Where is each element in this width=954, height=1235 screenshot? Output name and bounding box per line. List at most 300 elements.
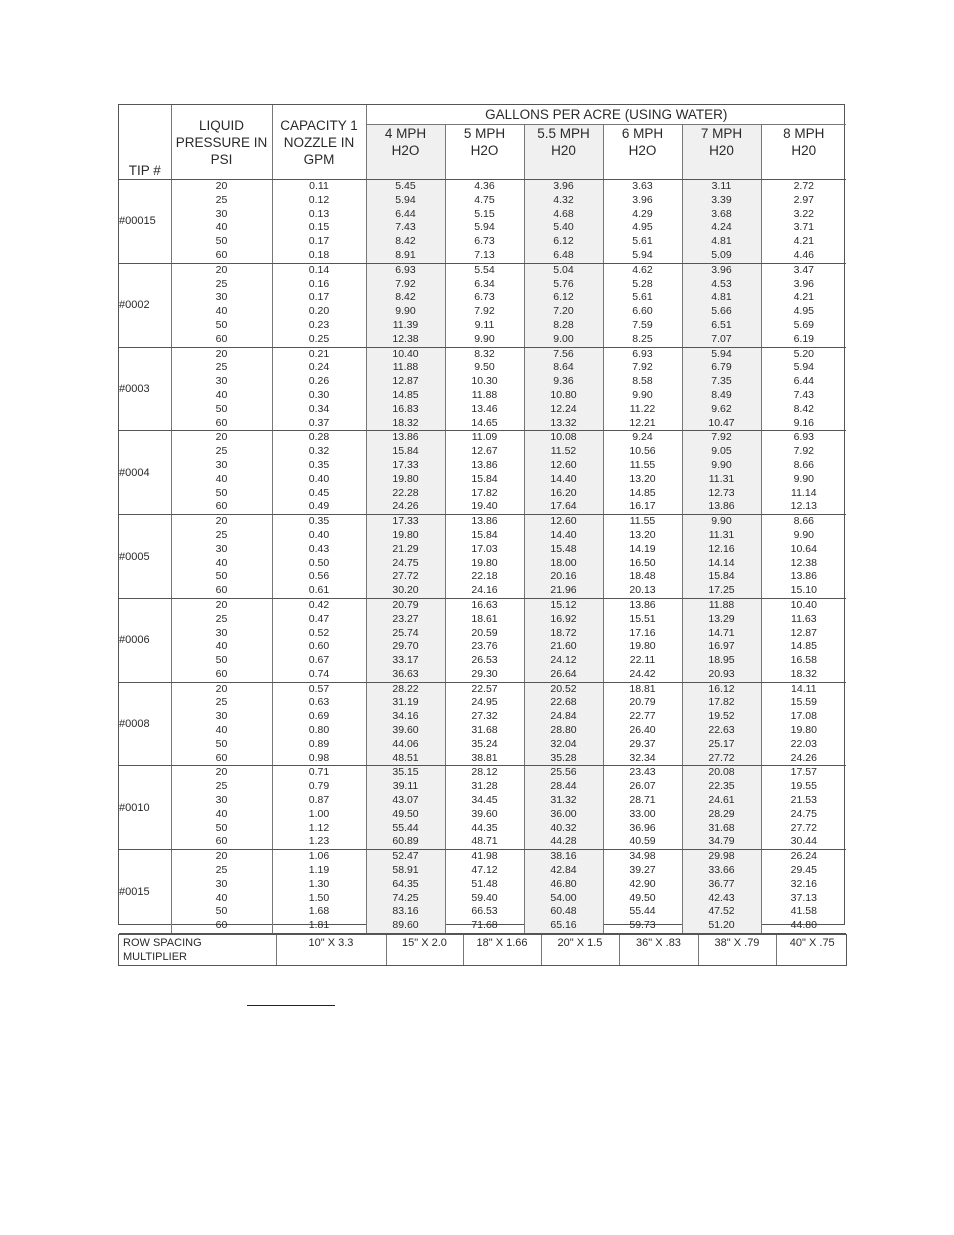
capacity-column [272, 682, 366, 766]
table-cell: 24.75 [790, 807, 817, 820]
table-cell: 20.08 [708, 766, 735, 779]
table-cell: 0.15 [308, 221, 330, 234]
gpa-column-1 [366, 263, 445, 347]
gpa-column-6 [761, 263, 846, 347]
table-cell: 19.80 [392, 528, 419, 541]
gpa-column-5 [682, 263, 761, 347]
gpa-column-4 [603, 431, 682, 515]
table-cell: 30 [215, 794, 228, 807]
table-cell: 3.39 [711, 193, 732, 206]
table-cell: 13.86 [471, 515, 498, 528]
table-cell: 36.00 [550, 807, 577, 820]
table-cell: 0.89 [308, 737, 330, 750]
table-cell: 16.92 [550, 612, 577, 625]
table-cell: 29.30 [471, 667, 498, 680]
table-cell: 5.04 [553, 263, 574, 276]
table-cell: 20 [215, 766, 228, 779]
table-cell: 25 [215, 445, 228, 458]
gpa-column-4 [603, 682, 682, 766]
table-cell: 13.86 [708, 500, 735, 513]
table-cell: 39.27 [629, 864, 656, 877]
table-cell: 24.95 [471, 696, 498, 709]
table-cell: 0.12 [308, 193, 330, 206]
table-cell: 28.12 [471, 766, 498, 779]
gpa-column-5 [682, 180, 761, 264]
gpa-column-5 [682, 682, 761, 766]
table-cell: 0.35 [308, 515, 330, 528]
table-cell: 22.11 [629, 654, 656, 667]
table-cell: 18.72 [550, 626, 577, 639]
table-cell: 48.51 [392, 751, 419, 764]
table-cell: 7.56 [553, 347, 574, 360]
table-cell: 0.42 [308, 598, 330, 611]
table-cell: 36.63 [392, 667, 419, 680]
table-cell: 28.29 [708, 807, 735, 820]
table-cell: 17.33 [392, 515, 419, 528]
table-cell: 6.51 [711, 318, 732, 331]
table-cell: 30 [215, 877, 228, 890]
table-cell: 24.12 [550, 654, 577, 667]
table-cell: 50 [215, 486, 228, 499]
tip-group-row [119, 598, 846, 682]
table-cell: 28.22 [392, 682, 419, 695]
tip-group-row [119, 766, 846, 850]
row-spacing-multiplier-2: 15" X 2.0 [386, 935, 463, 965]
table-cell: 2.72 [793, 180, 814, 192]
table-cell: 3.96 [793, 277, 814, 290]
gpa-column-4 [603, 347, 682, 431]
row-spacing-multiplier-7: 40" X .75 [776, 935, 848, 965]
table-cell: 8.42 [395, 235, 416, 248]
table-cell: 50 [215, 570, 228, 583]
table-cell: 30.44 [790, 835, 817, 848]
tip-group-row [119, 263, 846, 347]
gpa-column-5 [682, 850, 761, 934]
gpa-column-1 [366, 515, 445, 599]
table-cell: 3.63 [632, 180, 653, 192]
table-cell: 4.81 [711, 291, 732, 304]
table-cell: 0.24 [308, 361, 330, 374]
table-cell: 54.00 [550, 891, 577, 904]
header-capacity-line-1: CAPACITY 1 [280, 117, 358, 133]
table-cell: 20 [215, 180, 228, 192]
table-cell: 50 [215, 905, 228, 918]
table-cell: 20.79 [629, 696, 656, 709]
table-cell: 22.03 [790, 737, 817, 750]
table-cell: 20 [215, 431, 228, 444]
table-cell: 60.48 [550, 905, 577, 918]
table-cell: 49.50 [392, 807, 419, 820]
table-cell: 4.68 [553, 207, 574, 220]
table-cell: 27.72 [392, 570, 419, 583]
table-cell: 22.77 [629, 710, 656, 723]
table-cell: 25 [215, 528, 228, 541]
header-pressure-line-2: PRESSURE IN [175, 134, 268, 150]
table-cell: 11.88 [708, 598, 735, 611]
table-cell: 24.84 [550, 710, 577, 723]
table-cell: 7.92 [711, 431, 732, 444]
gpa-column-4 [603, 598, 682, 682]
table-cell: 50 [215, 402, 228, 415]
gpa-column-1 [366, 766, 445, 850]
table-cell: 34.98 [629, 850, 656, 863]
table-cell: 27.72 [708, 751, 735, 764]
table-cell: 4.21 [793, 291, 814, 304]
table-cell: 19.80 [790, 724, 817, 737]
table-cell: 43.07 [392, 794, 419, 807]
table-cell: 40 [215, 640, 228, 653]
table-cell: 7.92 [793, 445, 814, 458]
table-cell: 60 [215, 500, 228, 513]
table-cell: 16.12 [708, 682, 735, 695]
table-cell: 14.85 [629, 486, 656, 499]
table-cell: 5.94 [711, 347, 732, 360]
table-cell: 20.79 [392, 598, 419, 611]
table-cell: 42.84 [550, 864, 577, 877]
table-cell: 8.91 [395, 248, 416, 261]
tip-label: #0015 [119, 850, 171, 934]
pressure-column [171, 515, 272, 599]
header-speed-mph: 5.5 MPH [537, 126, 590, 141]
table-cell: 30 [215, 291, 228, 304]
table-cell: 3.96 [711, 263, 732, 276]
table-cell: 37.13 [790, 891, 817, 904]
table-cell: 18.61 [471, 612, 498, 625]
gpa-column-3 [524, 850, 603, 934]
table-cell: 11.09 [471, 431, 498, 444]
table-cell: 32.34 [629, 751, 656, 764]
table-cell: 31.32 [550, 794, 577, 807]
table-cell: 27.72 [790, 821, 817, 834]
table-cell: 30.20 [392, 584, 419, 597]
table-cell: 6.60 [632, 305, 653, 318]
table-cell: 0.14 [308, 263, 330, 276]
table-cell: 15.84 [392, 445, 419, 458]
table-cell: 13.20 [629, 472, 656, 485]
table-cell: 15.10 [790, 584, 817, 597]
table-cell: 11.55 [629, 515, 656, 528]
table-cell: 4.24 [711, 221, 732, 234]
table-cell: 10.08 [550, 431, 577, 444]
table-cell: 14.65 [471, 416, 498, 429]
tip-group-row [119, 347, 846, 431]
table-cell: 6.44 [395, 207, 416, 220]
table-cell: 24.42 [629, 667, 656, 680]
header-gallons-per-acre: GALLONS PER ACRE (USING WATER) [366, 105, 846, 125]
header-speed-4 [603, 125, 682, 180]
table-cell: 1.06 [308, 850, 330, 863]
table-cell: 6.48 [553, 248, 574, 261]
table-cell: 1.00 [308, 807, 330, 820]
table-cell: 0.47 [308, 612, 330, 625]
table-cell: 50 [215, 654, 228, 667]
table-cell: 12.16 [708, 542, 735, 555]
table-cell: 20 [215, 598, 228, 611]
table-cell: 52.47 [392, 850, 419, 863]
table-cell: 4.81 [711, 235, 732, 248]
table-cell: 7.07 [711, 332, 732, 345]
table-cell: 50 [215, 235, 228, 248]
table-cell: 40 [215, 305, 228, 318]
table-cell: 31.19 [392, 696, 419, 709]
table-cell: 9.24 [632, 431, 653, 444]
table-cell: 26.24 [790, 850, 817, 863]
table-cell: 13.86 [790, 570, 817, 583]
table-cell: 18.00 [550, 556, 577, 569]
table-cell: 21.29 [392, 542, 419, 555]
table-cell: 0.49 [308, 500, 330, 513]
table-cell: 6.93 [793, 431, 814, 444]
table-cell: 4.21 [793, 235, 814, 248]
gpa-column-5 [682, 347, 761, 431]
table-cell: 18.32 [392, 416, 419, 429]
table-cell: 22.57 [471, 682, 498, 695]
table-cell: 3.22 [793, 207, 814, 220]
table-cell: 25.74 [392, 626, 419, 639]
table-cell: 1.30 [308, 877, 330, 890]
table-cell: 22.35 [708, 780, 735, 793]
underline-mark [247, 1005, 335, 1006]
table-cell: 0.79 [308, 780, 330, 793]
capacity-column [272, 766, 366, 850]
header-pressure-line-1: LIQUID [198, 117, 244, 133]
header-speed-mph: 6 MPH [621, 126, 664, 141]
table-cell: 33.17 [392, 654, 419, 667]
table-cell: 24.61 [708, 794, 735, 807]
nozzle-chart [118, 104, 845, 932]
table-cell: 0.74 [308, 667, 330, 680]
table-cell: 65.16 [550, 919, 577, 932]
row-spacing-label-line-2: MULTIPLIER [123, 951, 187, 963]
table-cell: 16.20 [550, 486, 577, 499]
table-cell: 13.46 [471, 402, 498, 415]
table-cell: 6.93 [632, 347, 653, 360]
gpa-column-6 [761, 347, 846, 431]
row-spacing-multiplier-3: 18" X 1.66 [463, 935, 541, 965]
table-cell: 9.90 [711, 458, 732, 471]
table-cell: 23.76 [471, 640, 498, 653]
gpa-column-2 [445, 263, 524, 347]
table-cell: 26.07 [629, 780, 656, 793]
tip-group-row [119, 515, 846, 599]
table-cell: 3.96 [553, 180, 574, 192]
table-cell: 17.57 [790, 766, 817, 779]
table-cell: 71.68 [471, 919, 498, 932]
table-cell: 32.04 [550, 737, 577, 750]
pressure-column [171, 766, 272, 850]
table-cell: 0.20 [308, 305, 330, 318]
table-cell: 29.45 [790, 864, 817, 877]
table-cell: 40 [215, 556, 228, 569]
gpa-column-5 [682, 431, 761, 515]
table-cell: 20 [215, 850, 228, 863]
table-cell: 17.08 [790, 710, 817, 723]
table-cell: 10.64 [790, 542, 817, 555]
tip-group-row [119, 850, 846, 934]
table-cell: 6.34 [474, 277, 495, 290]
table-cell: 3.96 [632, 193, 653, 206]
table-cell: 5.94 [632, 248, 653, 261]
table-cell: 60 [215, 248, 228, 261]
capacity-column [272, 850, 366, 934]
table-cell: 5.45 [395, 180, 416, 192]
table-cell: 11.63 [791, 612, 817, 625]
tip-label: #0003 [119, 347, 171, 431]
table-cell: 1.81 [308, 919, 330, 932]
pressure-column [171, 598, 272, 682]
table-cell: 10.56 [629, 445, 656, 458]
table-cell: 9.90 [793, 472, 814, 485]
table-cell: 33.66 [708, 864, 735, 877]
gpa-column-1 [366, 682, 445, 766]
table-cell: 0.17 [308, 235, 330, 248]
table-cell: 18.95 [708, 654, 735, 667]
table-cell: 16.63 [471, 598, 498, 611]
table-cell: 8.32 [474, 347, 495, 360]
header-speed-6 [761, 125, 846, 180]
table-cell: 0.56 [308, 570, 330, 583]
table-cell: 5.09 [711, 248, 732, 261]
header-speed-2 [445, 125, 524, 180]
table-cell: 1.68 [308, 905, 330, 918]
table-cell: 50 [215, 821, 228, 834]
table-cell: 5.61 [632, 291, 653, 304]
pressure-column [171, 431, 272, 515]
table-cell: 0.11 [309, 180, 329, 192]
pressure-column [171, 850, 272, 934]
gpa-column-6 [761, 180, 846, 264]
table-cell: 55.44 [629, 905, 656, 918]
table-cell: 50 [215, 318, 228, 331]
row-spacing-multiplier-4: 20" X 1.5 [541, 935, 619, 965]
table-cell: 17.16 [629, 626, 656, 639]
table-cell: 22.68 [550, 696, 577, 709]
table-cell: 0.52 [308, 626, 330, 639]
table-cell: 17.33 [392, 458, 419, 471]
table-cell: 59.73 [629, 919, 656, 932]
gpa-column-6 [761, 766, 846, 850]
table-cell: 0.80 [308, 724, 330, 737]
table-cell: 39.11 [392, 780, 419, 793]
table-cell: 12.67 [471, 445, 498, 458]
table-cell: 8.42 [793, 402, 814, 415]
capacity-column [272, 598, 366, 682]
header-speed-mph: 7 MPH [700, 126, 743, 141]
gpa-column-4 [603, 180, 682, 264]
gpa-column-3 [524, 263, 603, 347]
table-cell: 41.98 [471, 850, 498, 863]
table-cell: 60 [215, 919, 228, 932]
gpa-column-4 [603, 766, 682, 850]
table-cell: 11.88 [471, 388, 498, 401]
table-cell: 15.12 [550, 598, 577, 611]
table-cell: 1.50 [308, 891, 330, 904]
table-cell: 7.35 [711, 375, 732, 388]
table-cell: 19.80 [471, 556, 498, 569]
table-cell: 11.31 [708, 528, 735, 541]
table-cell: 55.44 [392, 821, 419, 834]
tip-label: #0006 [119, 598, 171, 682]
table-cell: 14.40 [550, 472, 577, 485]
gpa-column-6 [761, 515, 846, 599]
table-cell: 60 [215, 835, 228, 848]
table-cell: 3.11 [711, 180, 732, 192]
table-cell: 25 [215, 696, 228, 709]
table-cell: 30 [215, 542, 228, 555]
table-cell: 1.23 [308, 835, 330, 848]
table-cell: 25 [215, 864, 228, 877]
table-cell: 38.16 [550, 850, 577, 863]
table-cell: 0.17 [308, 291, 330, 304]
table-cell: 15.84 [471, 472, 498, 485]
table-cell: 19.40 [471, 500, 498, 513]
table-cell: 12.13 [790, 500, 817, 513]
gpa-column-3 [524, 682, 603, 766]
row-spacing-multiplier-1: 10" X 3.3 [276, 935, 386, 965]
table-cell: 64.35 [392, 877, 419, 890]
table-cell: 20.16 [550, 570, 577, 583]
table-cell: 21.53 [790, 794, 817, 807]
gpa-column-5 [682, 766, 761, 850]
table-cell: 36.96 [629, 821, 656, 834]
gpa-column-6 [761, 598, 846, 682]
table-cell: 3.47 [793, 263, 814, 276]
table-cell: 26.53 [471, 654, 498, 667]
table-cell: 17.03 [471, 542, 498, 555]
table-cell: 13.86 [392, 431, 419, 444]
table-cell: 0.87 [308, 794, 330, 807]
table-cell: 9.11 [474, 318, 495, 331]
table-cell: 5.94 [395, 193, 416, 206]
table-cell: 1.19 [308, 864, 330, 877]
gpa-column-1 [366, 850, 445, 934]
table-cell: 5.66 [711, 305, 732, 318]
table-cell: 2.97 [793, 193, 814, 206]
table-cell: 40 [215, 724, 228, 737]
table-cell: 12.21 [629, 416, 656, 429]
table-cell: 30 [215, 710, 228, 723]
header-speed-mph: 4 MPH [384, 126, 427, 141]
table-cell: 20 [215, 515, 228, 528]
table-cell: 0.71 [308, 766, 330, 779]
table-cell: 0.37 [308, 416, 330, 429]
table-cell: 6.12 [553, 235, 574, 248]
table-cell: 4.62 [632, 263, 653, 276]
table-cell: 10.47 [708, 416, 735, 429]
table-cell: 16.83 [392, 402, 419, 415]
table-cell: 20.52 [550, 682, 577, 695]
table-cell: 6.73 [474, 291, 495, 304]
gpa-column-3 [524, 515, 603, 599]
table-cell: 7.20 [553, 305, 574, 318]
table-cell: 21.60 [550, 640, 577, 653]
table-cell: 8.25 [632, 332, 653, 345]
table-cell: 25.17 [708, 737, 735, 750]
table-cell: 18.32 [790, 667, 817, 680]
table-cell: 24.26 [790, 751, 817, 764]
table-cell: 28.71 [629, 794, 656, 807]
gpa-column-1 [366, 431, 445, 515]
gpa-column-2 [445, 682, 524, 766]
capacity-column [272, 180, 366, 264]
table-cell: 9.90 [793, 528, 814, 541]
table-cell: 0.26 [308, 375, 330, 388]
row-spacing-multiplier-6: 38" X .79 [698, 935, 776, 965]
table-cell: 25 [215, 277, 228, 290]
table-cell: 0.98 [308, 751, 330, 764]
table-cell: 8.66 [793, 515, 814, 528]
gpa-column-3 [524, 598, 603, 682]
